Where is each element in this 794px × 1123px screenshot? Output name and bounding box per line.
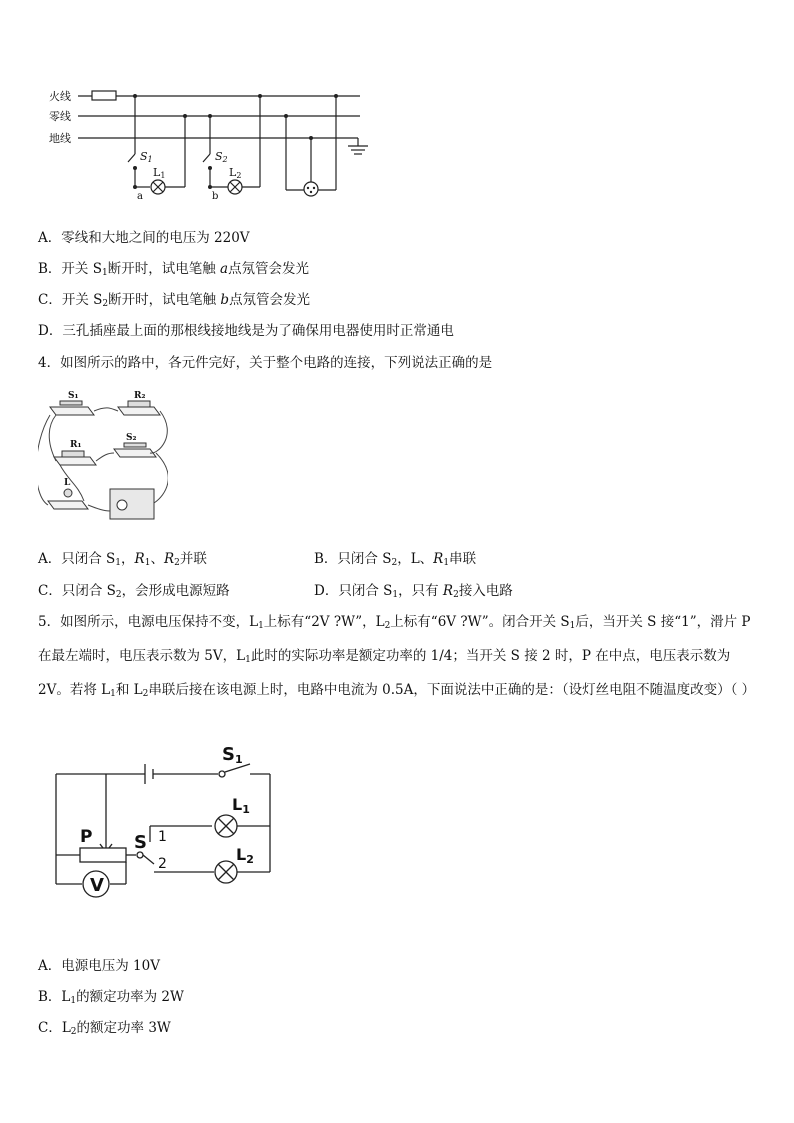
q3-option-b: [38, 259, 309, 283]
svg-text:S2: [215, 150, 228, 164]
l1-label: L: [153, 166, 161, 179]
q5-fig-p: P: [80, 827, 93, 847]
q5c-sub: 2: [70, 1027, 77, 1037]
q5-fig-l2sub: 2: [246, 853, 254, 866]
q4c-p1: C．只闭合 S: [38, 583, 116, 599]
q5-fig-s1: S: [222, 744, 235, 765]
fig4-s2-label: S₂: [126, 433, 137, 443]
l2-sub: 2: [236, 171, 242, 180]
q5-t5: 此时的实际功率是额定功率的 1/4；当开关 S 接 2 时，P 在中点，电压表示数为 2V。若将 L: [38, 648, 731, 698]
q4d-p1: D．只闭合 S: [314, 583, 393, 599]
l2-label: L: [229, 166, 237, 179]
q4d-p2: ，只有: [398, 583, 443, 599]
q4d-p3: 接入电路: [458, 583, 513, 599]
q4a-r1: R: [134, 551, 145, 567]
q4a-r1s: 1: [144, 558, 151, 568]
q5-sub-e: 1: [110, 689, 116, 699]
q4b-p2: ，L、: [397, 551, 434, 567]
q3-option-a: A．零线和大地之间的电压为 220V: [38, 230, 250, 246]
q5c-p2: 的额定功率 3W: [76, 1020, 171, 1036]
q4b-p3: 串联: [449, 551, 477, 567]
fig4-r1-label: R₁: [70, 440, 82, 450]
q4a-p3: 、: [150, 551, 164, 567]
q4b-p1: B．只闭合 S: [314, 551, 392, 567]
q5-option-a: A．电源电压为 10V: [38, 958, 160, 974]
q5-fig-v: V: [90, 875, 104, 896]
q5-fig-l1sub: 1: [242, 803, 250, 816]
physical-circuit-figure: [38, 385, 168, 525]
q5-circuit-figure: [50, 738, 290, 910]
q5-fig-n1: 1: [158, 829, 167, 845]
q4c-p2: ，会形成电源短路: [121, 583, 230, 599]
q4a-p1: A．只闭合 S: [38, 551, 116, 567]
neutral-wire-label: 零线: [49, 110, 71, 123]
q3c-pre: C．开关 S: [38, 292, 103, 308]
q4a-r2s: 2: [174, 558, 180, 568]
q5b-p1: B．L: [38, 989, 71, 1005]
q4-stem: 4．如图所示的路中，各元件完好，关于整个电路的连接，下列说法正确的是: [38, 355, 493, 371]
q4a-r2: R: [163, 551, 175, 567]
q3b-sub: 1: [101, 268, 108, 278]
q3b-mid: 断开时，试电笔触: [107, 261, 220, 277]
q5-option-b: [38, 987, 184, 1011]
q4b-r: R: [433, 551, 444, 567]
q5-t4: 后，当开关 S 接“1”，滑片 P 在最左端时，电压表示数为 5V，L: [38, 614, 751, 664]
svg-text:L2: [236, 845, 254, 866]
svg-text:L2: [229, 166, 241, 180]
household-circuit-figure: [40, 82, 380, 202]
svg-text:L1: [232, 795, 250, 816]
fig4-l-label: L: [64, 478, 71, 488]
q5-sub-b: 2: [384, 621, 391, 631]
q4a-p4: 并联: [179, 551, 207, 567]
s2-sub: 2: [222, 155, 228, 164]
q5b-p2: 的额定功率为 2W: [76, 989, 184, 1005]
q5-t1: 5．如图所示，电源电压保持不变，L: [38, 614, 259, 630]
q3c-var: b: [220, 292, 230, 308]
q3c-sub: 2: [102, 299, 109, 309]
q5-option-c: [38, 1018, 171, 1042]
fig4-s1-label: S₁: [68, 391, 79, 401]
q4-option-b: [314, 549, 476, 573]
q3-option-d: D．三孔插座最上面的那根线接地线是为了确保用电器使用时正常通电: [38, 323, 454, 339]
q4c-sub: 2: [115, 590, 122, 600]
q5-fig-l1: L: [232, 795, 243, 814]
svg-text:S1: [222, 744, 243, 766]
svg-text:L1: [153, 166, 165, 180]
q3-option-c: [38, 290, 310, 314]
q4d-r: R: [442, 583, 454, 599]
q5-stem: [38, 607, 764, 709]
live-wire-label: 火线: [49, 90, 71, 103]
q4-option-c: [38, 581, 230, 605]
q5-t6: 和 L: [115, 682, 143, 698]
q5-fig-l2: L: [236, 845, 247, 864]
q4d-sub: 1: [392, 590, 399, 600]
s1-label: S: [140, 150, 148, 163]
q5-sub-a: 1: [258, 621, 264, 631]
q3b-post: 点氖管会发光: [228, 261, 310, 277]
svg-text:S1: [140, 150, 153, 164]
q5-fig-n2: 2: [158, 856, 167, 872]
q5-t2: 上标有“2V ?W”，L: [263, 614, 385, 630]
q4a-p2: ，: [121, 551, 135, 567]
q5-t3: 上标有“6V ?W”。闭合开关 S: [390, 614, 570, 630]
q5-fig-s: S: [134, 832, 147, 853]
q4b-rs: 1: [443, 558, 450, 568]
fig4-r2-label: R₂: [134, 391, 146, 401]
q5-fig-s1sub: 1: [234, 753, 243, 766]
point-a-label: a: [137, 191, 143, 202]
q5b-sub: 1: [70, 996, 77, 1006]
q4-option-d: [314, 581, 513, 605]
q4a-sub: 1: [115, 558, 122, 568]
ground-wire-label: 地线: [49, 132, 71, 145]
q4b-sub: 2: [391, 558, 398, 568]
q4-option-a: [38, 549, 207, 573]
q3c-mid: 断开时，试电笔触: [108, 292, 221, 308]
l1-sub: 1: [160, 171, 166, 180]
q3b-pre: B．开关 S: [38, 261, 102, 277]
q4d-rs: 2: [453, 590, 459, 600]
s2-label: S: [215, 150, 223, 163]
q3c-post: 点氖管会发光: [229, 292, 311, 308]
q5-sub-c: 1: [569, 621, 576, 631]
point-b-label: b: [212, 191, 219, 202]
q5-t7: 串联后接在该电源上时，电路中电流为 0.5A，下面说法中正确的是：（设灯丝电阻不随温度改变）（ ）: [148, 682, 756, 698]
q3b-var: a: [220, 261, 229, 277]
q5-sub-f: 2: [142, 689, 149, 699]
s1-sub: 1: [147, 155, 153, 164]
q5c-p1: C．L: [38, 1020, 71, 1036]
q5-sub-d: 1: [245, 655, 251, 665]
